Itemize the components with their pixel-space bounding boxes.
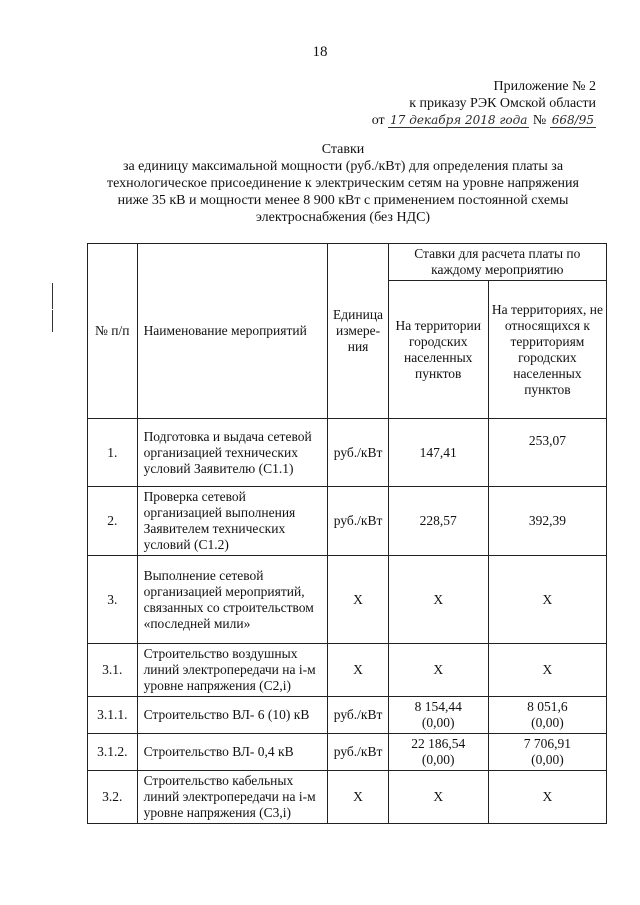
row-unit: руб./кВт — [328, 734, 388, 771]
margin-mark-1 — [52, 283, 53, 309]
appendix-date-line — [372, 112, 596, 129]
row-rural: 7 706,91 — [523, 736, 572, 751]
table-row — [88, 771, 607, 824]
row-num: 3.1.2. — [88, 734, 138, 771]
row-rural: 8 051,6 — [527, 699, 568, 714]
row-name: Проверка сетевой организацией выполнения Заявителем технических условий (С1.2) — [137, 487, 328, 556]
margin-mark-2 — [52, 310, 53, 332]
row-num: 3.1. — [88, 644, 138, 697]
row-name: Строительство воздушных линий электропередачи на i-м уровне напряжения (С2,i) — [137, 644, 328, 697]
row-urban-cell — [388, 734, 488, 771]
row-rural-cell — [488, 697, 606, 734]
table-row — [88, 697, 607, 734]
row-urban: 22 186,54 — [411, 736, 466, 751]
row-urban-cell — [388, 697, 488, 734]
row-urban: Х — [388, 771, 488, 824]
appendix-title: Приложение № 2 — [493, 79, 596, 94]
row-unit: Х — [328, 556, 388, 644]
row-unit: Х — [328, 644, 388, 697]
row-rural: 253,07 — [488, 419, 606, 487]
page-number: 18 — [312, 44, 328, 60]
row-num: 3.1.1. — [88, 697, 138, 734]
header-rural: На территориях, не относящихся к территориям городских населенных пунктов — [488, 281, 606, 419]
row-name: Подготовка и выдача сетевой организацией технических условий Заявителю (С1.1) — [137, 419, 328, 487]
row-name: Выполнение сетевой организацией мероприятий, связанных со строительством «последней мили» — [137, 556, 328, 644]
row-urban: 147,41 — [388, 419, 488, 487]
table-row — [88, 419, 607, 487]
title-description: за единицу максимальной мощности (руб./кВт) для определения платы за технологическое присоединение к электрическим сетям на уровне напряжения ниже 35 кВ и мощности менее 8 900 кВт с применением постоянной схемы электроснабжения (без НДС) — [107, 159, 579, 225]
row-urban: Х — [388, 644, 488, 697]
row-num: 3. — [88, 556, 138, 644]
header-urban: На территории городских населенных пунктов — [388, 281, 488, 419]
row-unit: руб./кВт — [328, 487, 388, 556]
row-rural-cell — [488, 734, 606, 771]
row-name: Строительство ВЛ- 0,4 кВ — [137, 734, 328, 771]
row-num: 3.2. — [88, 771, 138, 824]
row-rural-sub: (0,00) — [531, 752, 564, 767]
document-title — [90, 141, 596, 226]
handwritten-number: 668/95 — [551, 113, 594, 127]
appendix-from-label: от — [371, 113, 385, 128]
row-urban: Х — [388, 556, 488, 644]
appendix-block — [372, 78, 596, 129]
row-rural: 392,39 — [488, 487, 606, 556]
title-heading: Ставки — [321, 142, 365, 157]
header-name: Наименование мероприятий — [137, 244, 328, 419]
row-unit: руб./кВт — [328, 419, 388, 487]
header-unit: Единица измере-ния — [328, 244, 388, 419]
row-rural: Х — [488, 644, 606, 697]
table-row — [88, 487, 607, 556]
table-row — [88, 556, 607, 644]
row-urban-sub: (0,00) — [421, 715, 455, 730]
rates-table — [87, 243, 607, 824]
row-unit: руб./кВт — [328, 697, 388, 734]
row-name: Строительство кабельных линий электропередачи на i-м уровне напряжения (С3,i) — [137, 771, 328, 824]
header-num: № п/п — [88, 244, 138, 419]
appendix-order: к приказу РЭК Омской области — [409, 96, 596, 111]
row-urban: 228,57 — [388, 487, 488, 556]
row-urban-sub: (0,00) — [421, 752, 455, 767]
table-row — [88, 734, 607, 771]
appendix-number-label: № — [532, 113, 547, 128]
header-group: Ставки для расчета платы по каждому мероприятию — [388, 244, 606, 281]
table-row — [88, 644, 607, 697]
row-num: 1. — [88, 419, 138, 487]
row-urban: 8 154,44 — [414, 699, 462, 714]
row-num: 2. — [88, 487, 138, 556]
row-rural-sub: (0,00) — [531, 715, 564, 730]
row-unit: Х — [328, 771, 388, 824]
handwritten-date: 17 декабря 2018 года — [390, 113, 528, 127]
row-rural: Х — [488, 556, 606, 644]
row-name: Строительство ВЛ- 6 (10) кВ — [137, 697, 328, 734]
row-rural: Х — [488, 771, 606, 824]
